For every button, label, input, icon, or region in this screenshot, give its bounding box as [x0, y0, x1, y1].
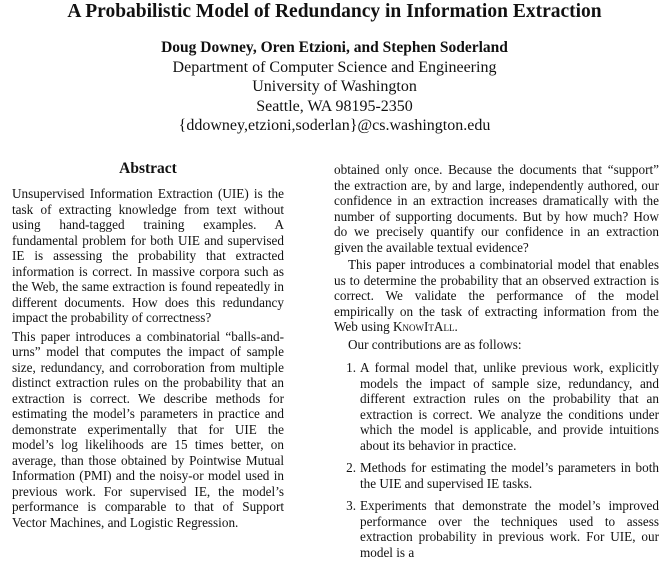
author-block [0, 38, 669, 136]
authors: Doug Downey, Oren Etzioni, and Stephen Soderland [161, 39, 508, 56]
abstract-heading: Abstract [119, 160, 177, 177]
abstract-paragraph-1: Unsupervised Information Extraction (UIE) is the task of extracting knowledge from text without using hand-tagged training examples. A fundamental problem for both UIE and supervised IE is assessing the probability that extracted information is correct. In massive corpora such as the Web, the same extraction is found repeatedly in different documents. How does this redundancy impact the probability of correctness? [12, 186, 284, 325]
list-item [334, 460, 659, 491]
list-item [334, 498, 659, 560]
list-item-number: 1. [346, 360, 356, 375]
paper-title: A Probabilistic Model of Redundancy in Information Extraction [67, 1, 602, 22]
list-item-number: 2. [346, 460, 356, 475]
contributions-intro: Our contributions are as follows: [348, 336, 522, 352]
department: Department of Computer Science and Engineering [172, 58, 497, 76]
left-column [12, 160, 284, 533]
email: {ddowney,etzioni,soderlan}@cs.washington.edu [178, 117, 491, 135]
body-paragraph-2-end: . [454, 319, 458, 334]
contributions-list [334, 360, 659, 560]
list-item [334, 360, 659, 453]
abstract-paragraph-2: This paper introduces a combinatorial “balls-and-urns” model that computes the impact of sample size, redundancy, and corroboration from multiple distinct extraction rules on the probability that an extraction is correct. We describe methods for estimating the model’s parameters in practice and demonstrate experimentally that for UIE the model’s log likelihoods are 15 times better, on average, than those obtained by Pointwise Mutual Information (PMI) and the noisy-or model used in previous work. For supervised IE, the model’s performance is comparable to that of Support Vector Machines, and Logistic Regression. [12, 328, 284, 530]
list-item-text: Experiments that demonstrate the model’s improved performance over the techniques used to assess extraction probability in previous work. For UIE, our model is a [360, 498, 659, 560]
list-item-number: 3. [346, 498, 356, 513]
system-name: KnowItAll [393, 319, 455, 334]
body-paragraph-2 [334, 257, 659, 335]
right-column [334, 162, 659, 567]
address: Seattle, WA 98195-2350 [256, 97, 413, 115]
body-paragraph-1: obtained only once. Because the documents that “support” the extraction are, by and large, independently authored, our confidence in an extraction increases dramatically with the number of supporting documents. But by how much? How do we precisely quantify our confidence in an extraction given the available textual evidence? [334, 162, 659, 255]
list-item-text: A formal model that, unlike previous work, explicitly models the impact of sample size, redundancy, and different extraction rules on the probability that an extraction is correct. We analyze the conditions under which the model is applicable, and provide intuitions about its behavior in practice. [360, 360, 659, 453]
body-paragraph-2-text: This paper introduces a combinatorial model that enables us to determine the probability that an observed extraction is correct. We validate the performance of the model empirically on the task of extracting information from the Web using [334, 257, 659, 334]
list-item-text: Methods for estimating the model’s parameters in both the UIE and supervised IE tasks. [360, 460, 659, 491]
university: University of Washington [252, 78, 417, 96]
